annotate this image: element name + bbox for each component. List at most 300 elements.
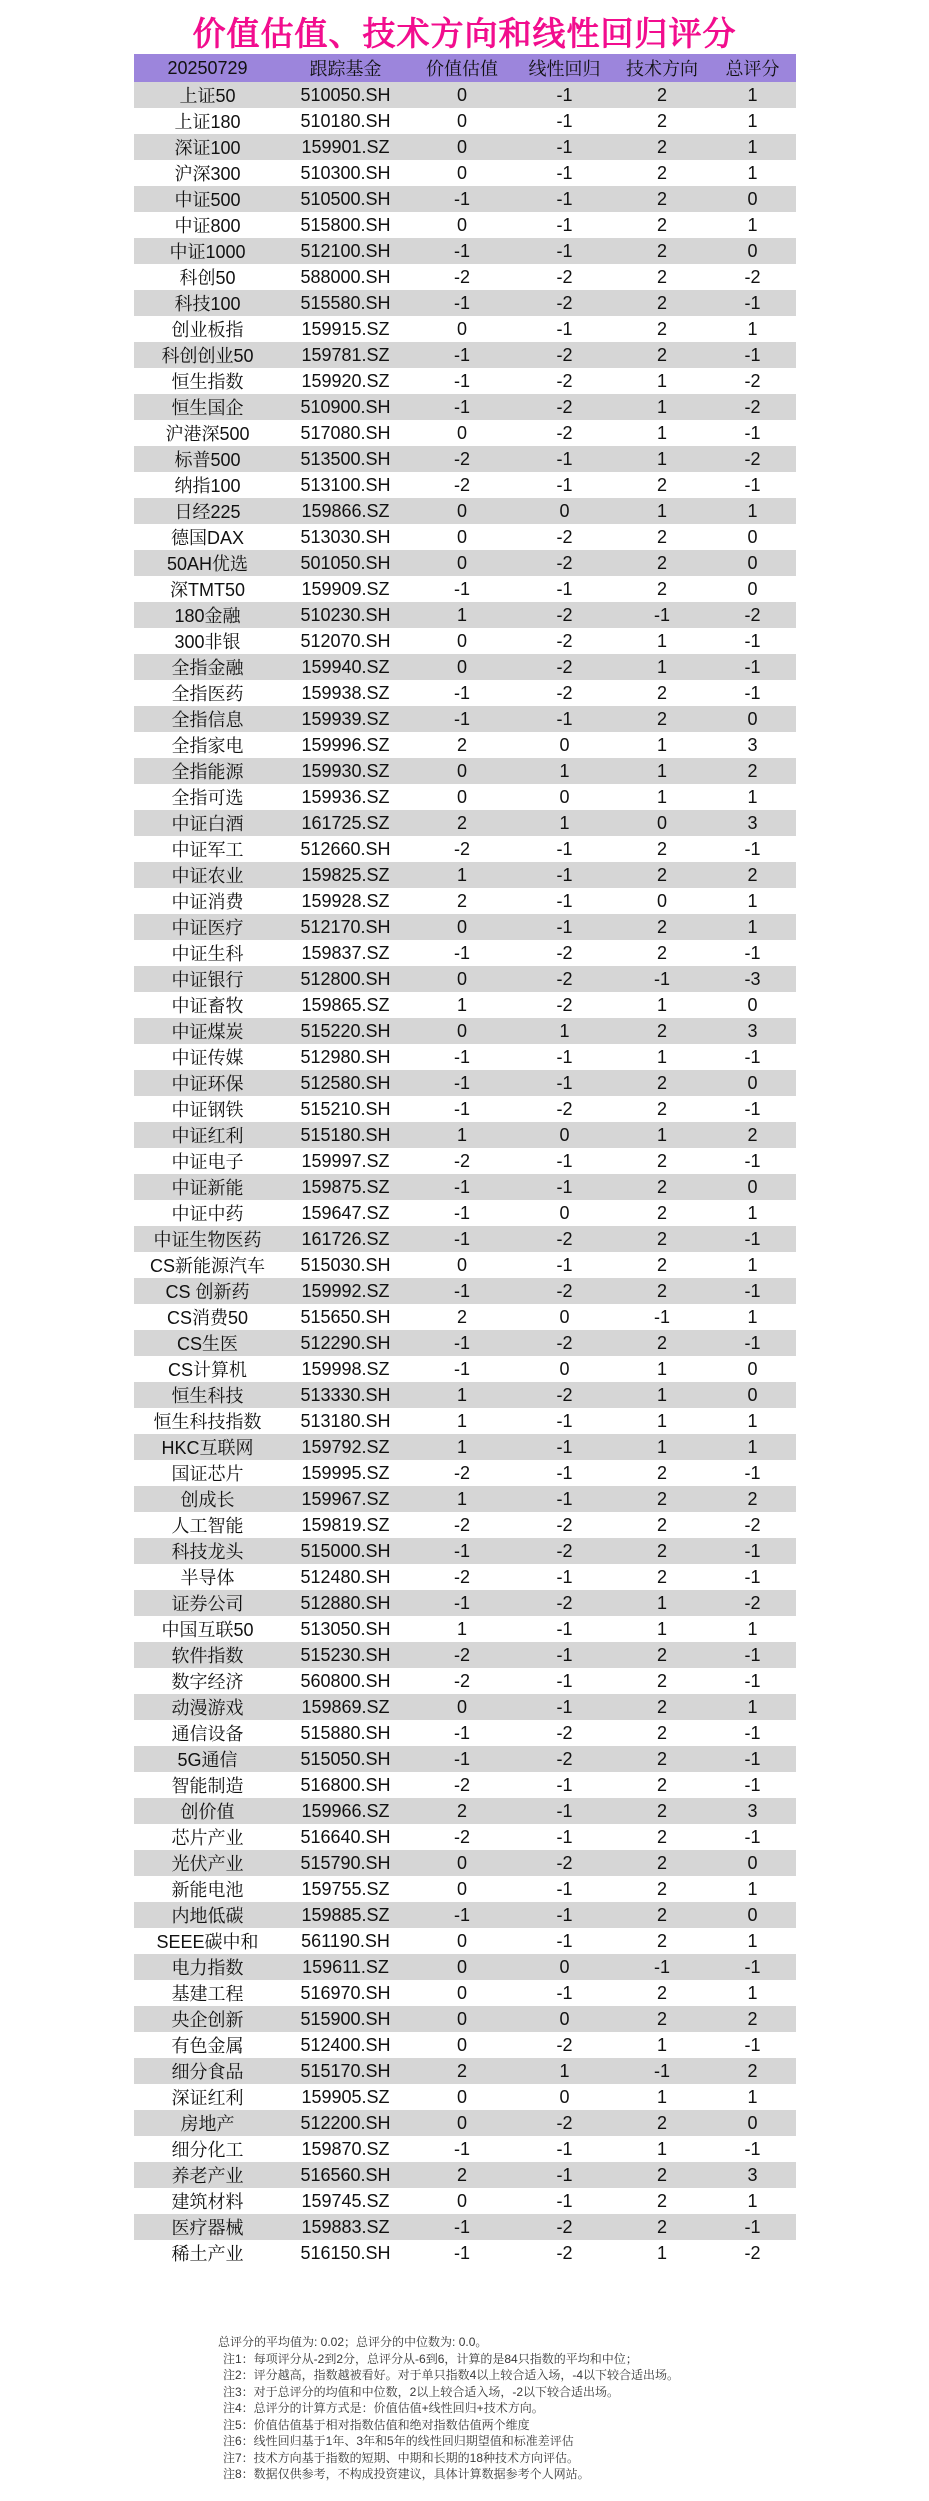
regression-score-cell: -1 <box>556 1410 573 1431</box>
table-row <box>134 1954 796 1980</box>
table-row <box>134 394 796 420</box>
table-header-value-score-cell: 价值估值 <box>426 59 498 79</box>
direction-score-cell: 2 <box>656 292 667 313</box>
index-name-cell: 中证环保 <box>171 1074 244 1094</box>
regression-score-cell: -1 <box>556 110 573 131</box>
table-row <box>134 680 796 706</box>
regression-score-cell: -2 <box>556 2242 573 2263</box>
direction-score-cell: 2 <box>656 84 667 105</box>
table-row <box>134 1200 796 1226</box>
value-score-cell: 1 <box>456 1618 467 1639</box>
direction-score-cell: 2 <box>656 2164 667 2185</box>
value-score-cell: 0 <box>456 1696 467 1717</box>
index-name-cell: CS消费50 <box>166 1308 249 1328</box>
value-score-cell: -1 <box>453 240 470 261</box>
table-row <box>134 290 796 316</box>
table-row <box>134 1434 796 1460</box>
fund-code-cell: 159967.SZ <box>301 1488 390 1509</box>
index-name-cell: CS 创新药 <box>165 1282 250 1302</box>
index-name-cell: 中证农业 <box>171 866 244 886</box>
index-name-cell: 纳指100 <box>174 476 241 496</box>
total-score-cell: -2 <box>744 1592 761 1613</box>
regression-score-cell: -1 <box>556 1930 573 1951</box>
index-name-cell: 中证1000 <box>169 242 246 262</box>
value-score-cell: -1 <box>453 2138 470 2159</box>
total-score-cell: 1 <box>747 890 758 911</box>
regression-score-cell: -1 <box>556 1176 573 1197</box>
direction-score-cell: 2 <box>656 136 667 157</box>
index-name-cell: 科技龙头 <box>171 1542 244 1562</box>
fund-code-cell: 561190.SH <box>301 1930 390 1951</box>
table-row <box>134 2240 796 2266</box>
fund-code-cell: 510900.SH <box>300 396 391 417</box>
regression-score-cell: -2 <box>556 2112 573 2133</box>
fund-code-cell: 512480.SH <box>300 1566 391 1587</box>
value-score-cell: -2 <box>453 1150 470 1171</box>
table-row <box>134 1122 796 1148</box>
regression-score-cell: -1 <box>556 1774 573 1795</box>
index-name-cell: 50AH优选 <box>166 554 249 574</box>
total-score-cell: 3 <box>747 2164 758 2185</box>
index-name-cell: 上证50 <box>179 86 236 106</box>
value-score-cell: 0 <box>456 1878 467 1899</box>
direction-score-cell: -1 <box>653 968 670 989</box>
table-row <box>134 368 796 394</box>
fund-code-cell: 515050.SH <box>300 1748 391 1769</box>
table-row <box>134 1408 796 1434</box>
direction-score-cell: 1 <box>656 500 667 521</box>
index-name-cell: 科创50 <box>179 268 236 288</box>
index-name-cell: 创价值 <box>180 1802 235 1822</box>
total-score-cell: 2 <box>747 2008 758 2029</box>
value-score-cell: 0 <box>456 136 467 157</box>
index-name-cell: 中证红利 <box>171 1126 244 1146</box>
total-score-cell: -1 <box>744 656 761 677</box>
index-name-cell: 光伏产业 <box>171 1854 244 1874</box>
regression-score-cell: -1 <box>556 890 573 911</box>
table-row <box>134 2188 796 2214</box>
total-score-cell: -1 <box>744 1956 761 1977</box>
direction-score-cell: 2 <box>656 1150 667 1171</box>
direction-score-cell: 2 <box>656 1826 667 1847</box>
table-row <box>134 1096 796 1122</box>
index-name-cell: 全指能源 <box>171 762 244 782</box>
index-name-cell: 沪深300 <box>174 164 241 184</box>
table-row <box>134 836 796 862</box>
fund-code-cell: 159885.SZ <box>301 1904 390 1925</box>
direction-score-cell: 2 <box>656 1670 667 1691</box>
regression-score-cell: -1 <box>556 1644 573 1665</box>
table-row <box>134 2214 796 2240</box>
fund-code-cell: 513030.SH <box>300 526 391 547</box>
fund-code-cell: 512880.SH <box>300 1592 391 1613</box>
fund-code-cell: 515210.SH <box>300 1098 391 1119</box>
regression-score-cell: 0 <box>559 1124 570 1145</box>
fund-code-cell: 159819.SZ <box>301 1514 390 1535</box>
table-row <box>134 264 796 290</box>
fund-code-cell: 510050.SH <box>300 84 391 105</box>
regression-score-cell: -2 <box>556 1722 573 1743</box>
direction-score-cell: 2 <box>656 318 667 339</box>
fund-code-cell: 510180.SH <box>300 110 391 131</box>
regression-score-cell: -1 <box>556 2190 573 2211</box>
total-score-cell: -1 <box>744 942 761 963</box>
total-score-cell: 0 <box>747 552 758 573</box>
regression-score-cell: -2 <box>556 1592 573 1613</box>
value-score-cell: 0 <box>456 84 467 105</box>
direction-score-cell: 2 <box>656 1228 667 1249</box>
total-score-cell: 2 <box>747 864 758 885</box>
fund-code-cell: 515650.SH <box>300 1306 391 1327</box>
table-row <box>134 1252 796 1278</box>
fund-code-cell: 513500.SH <box>300 448 391 469</box>
direction-score-cell: 1 <box>656 2086 667 2107</box>
fund-code-cell: 159647.SZ <box>301 1202 390 1223</box>
regression-score-cell: -1 <box>556 214 573 235</box>
direction-score-cell: 1 <box>656 994 667 1015</box>
regression-score-cell: 0 <box>559 2086 570 2107</box>
regression-score-cell: -1 <box>556 1566 573 1587</box>
regression-score-cell: -1 <box>556 1982 573 2003</box>
value-score-cell: -1 <box>453 396 470 417</box>
footnote-line: 注6：线性回归基于1年、3年和5年的线性回归期望值和标准差评估 <box>223 2434 574 2448</box>
footnote-line: 注5：价值估值基于相对指数估值和绝对指数估值两个维度 <box>223 2417 530 2432</box>
table-row <box>134 654 796 680</box>
regression-score-cell: -2 <box>556 1228 573 1249</box>
fund-code-cell: 159825.SZ <box>301 864 390 885</box>
direction-score-cell: 2 <box>656 240 667 261</box>
table-row <box>134 1226 796 1252</box>
fund-code-cell: 159883.SZ <box>301 2216 390 2237</box>
fund-code-cell: 512100.SH <box>300 240 391 261</box>
table-row <box>134 810 796 836</box>
table-row <box>134 1590 796 1616</box>
index-name-cell: 180金融 <box>174 606 241 626</box>
total-score-cell: 3 <box>747 1020 758 1041</box>
total-score-cell: -1 <box>744 1280 761 1301</box>
table-row <box>134 1850 796 1876</box>
value-score-cell: 2 <box>456 2164 467 2185</box>
total-score-cell: -1 <box>744 2216 761 2237</box>
total-score-cell: -1 <box>744 838 761 859</box>
regression-score-cell: -2 <box>556 2216 573 2237</box>
regression-score-cell: -1 <box>556 2164 573 2185</box>
value-score-cell: -1 <box>453 1332 470 1353</box>
table-header-fund-code-cell: 跟踪基金 <box>309 59 382 79</box>
fund-code-cell: 159930.SZ <box>301 760 390 781</box>
regression-score-cell: 0 <box>559 500 570 521</box>
index-name-cell: 深证100 <box>174 138 241 158</box>
value-score-cell: -1 <box>453 2242 470 2263</box>
total-score-cell: 1 <box>747 214 758 235</box>
index-name-cell: 恒生国企 <box>171 398 244 418</box>
direction-score-cell: 2 <box>656 1904 667 1925</box>
total-score-cell: -1 <box>744 1046 761 1067</box>
regression-score-cell: -2 <box>556 292 573 313</box>
index-name-cell: 中证电子 <box>171 1152 244 1172</box>
table-row <box>134 1928 796 1954</box>
regression-score-cell: -1 <box>556 1826 573 1847</box>
value-score-cell: 0 <box>456 916 467 937</box>
fund-code-cell: 516640.SH <box>300 1826 391 1847</box>
total-score-cell: -1 <box>744 1098 761 1119</box>
value-score-cell: 1 <box>456 1410 467 1431</box>
direction-score-cell: 2 <box>656 682 667 703</box>
index-name-cell: 房地产 <box>180 2114 235 2134</box>
index-name-cell: 中证消费 <box>171 892 244 912</box>
value-score-cell: -2 <box>453 448 470 469</box>
total-score-cell: 1 <box>747 110 758 131</box>
table-row <box>134 1772 796 1798</box>
direction-score-cell: 2 <box>656 2190 667 2211</box>
fund-code-cell: 159745.SZ <box>301 2190 390 2211</box>
index-name-cell: 智能制造 <box>171 1776 244 1796</box>
direction-score-cell: 1 <box>656 1410 667 1431</box>
footnote-line: 注7：技术方向基于指数的短期、中期和长期的18种技术方向评估。 <box>223 2450 580 2465</box>
direction-score-cell: 1 <box>656 1618 667 1639</box>
value-score-cell: 2 <box>456 890 467 911</box>
table-row <box>134 316 796 342</box>
page-title: 价值估值、技术方向和线性回归评分 <box>192 15 737 52</box>
fund-code-cell: 515580.SH <box>300 292 391 313</box>
regression-score-cell: -1 <box>556 1618 573 1639</box>
index-name-cell: 全指可选 <box>171 788 244 808</box>
total-score-cell: 2 <box>747 2060 758 2081</box>
value-score-cell: -1 <box>453 1540 470 1561</box>
footnote-line: 注8：数据仅供参考，不构成投资建议，具体计算数据参考个人网站。 <box>223 2467 590 2481</box>
value-score-cell: 1 <box>456 1124 467 1145</box>
total-score-cell: 1 <box>747 84 758 105</box>
total-score-cell: -1 <box>744 1150 761 1171</box>
table-row <box>134 862 796 888</box>
value-score-cell: -2 <box>453 1462 470 1483</box>
index-name-cell: 全指家电 <box>171 736 244 756</box>
total-score-cell: 0 <box>747 1904 758 1925</box>
direction-score-cell: 1 <box>656 1124 667 1145</box>
total-score-cell: -1 <box>744 2034 761 2055</box>
regression-score-cell: -1 <box>556 188 573 209</box>
index-name-cell: 软件指数 <box>171 1646 244 1666</box>
direction-score-cell: 2 <box>656 1202 667 1223</box>
table-row <box>134 706 796 732</box>
total-score-cell: 1 <box>747 1254 758 1275</box>
index-name-cell: 中证500 <box>174 190 241 210</box>
total-score-cell: 1 <box>747 1696 758 1717</box>
table-row <box>134 420 796 446</box>
fund-code-cell: 159915.SZ <box>301 318 390 339</box>
fund-code-cell: 512200.SH <box>300 2112 391 2133</box>
total-score-cell: -1 <box>744 1540 761 1561</box>
direction-score-cell: 1 <box>656 786 667 807</box>
regression-score-cell: -2 <box>556 968 573 989</box>
fund-code-cell: 159865.SZ <box>301 994 390 1015</box>
total-score-cell: 0 <box>747 1176 758 1197</box>
direction-score-cell: 2 <box>656 526 667 547</box>
regression-score-cell: 0 <box>559 734 570 755</box>
fund-code-cell: 515880.SH <box>300 1722 391 1743</box>
index-name-cell: 深TMT50 <box>169 580 245 600</box>
direction-score-cell: 1 <box>656 760 667 781</box>
fund-code-cell: 513330.SH <box>300 1384 391 1405</box>
table-row <box>134 1902 796 1928</box>
direction-score-cell: 1 <box>656 1592 667 1613</box>
index-name-cell: HKC互联网 <box>161 1438 254 1458</box>
fund-code-cell: 515170.SH <box>300 2060 391 2081</box>
index-name-cell: 日经225 <box>174 502 241 522</box>
fund-code-cell: 159966.SZ <box>301 1800 390 1821</box>
fund-code-cell: 513100.SH <box>300 474 391 495</box>
total-score-cell: -1 <box>744 292 761 313</box>
total-score-cell: -2 <box>744 448 761 469</box>
direction-score-cell: 2 <box>656 1332 667 1353</box>
regression-score-cell: -2 <box>556 1514 573 1535</box>
total-score-cell: 0 <box>747 578 758 599</box>
direction-score-cell: 2 <box>656 1800 667 1821</box>
value-score-cell: -2 <box>453 1670 470 1691</box>
total-score-cell: 2 <box>747 1124 758 1145</box>
regression-score-cell: -2 <box>556 370 573 391</box>
fund-code-cell: 159997.SZ <box>301 1150 390 1171</box>
table-row <box>134 1382 796 1408</box>
regression-score-cell: 0 <box>559 1956 570 1977</box>
table-row <box>134 1070 796 1096</box>
index-name-cell: 新能电池 <box>171 1880 244 1900</box>
regression-score-cell: -1 <box>556 578 573 599</box>
value-score-cell: 0 <box>456 760 467 781</box>
value-score-cell: -1 <box>453 344 470 365</box>
fund-code-cell: 516970.SH <box>300 1982 391 2003</box>
total-score-cell: 1 <box>747 500 758 521</box>
value-score-cell: -2 <box>453 1514 470 1535</box>
table-row <box>134 446 796 472</box>
fund-code-cell: 515030.SH <box>300 1254 391 1275</box>
regression-score-cell: -1 <box>556 1046 573 1067</box>
direction-score-cell: 2 <box>656 162 667 183</box>
regression-score-cell: -1 <box>556 838 573 859</box>
value-score-cell: -1 <box>453 1748 470 1769</box>
value-score-cell: 1 <box>456 604 467 625</box>
regression-score-cell: -1 <box>556 84 573 105</box>
total-score-cell: -1 <box>744 1670 761 1691</box>
index-name-cell: 人工智能 <box>171 1516 244 1536</box>
fund-code-cell: 159995.SZ <box>301 1462 390 1483</box>
direction-score-cell: 1 <box>656 2034 667 2055</box>
total-score-cell: -1 <box>744 630 761 651</box>
table-row <box>134 1304 796 1330</box>
table-row <box>134 940 796 966</box>
direction-score-cell: 1 <box>656 656 667 677</box>
regression-score-cell: 0 <box>559 1202 570 1223</box>
regression-score-cell: -2 <box>556 2034 573 2055</box>
fund-code-cell: 159905.SZ <box>301 2086 390 2107</box>
value-score-cell: -1 <box>453 2216 470 2237</box>
regression-score-cell: -2 <box>556 1332 573 1353</box>
regression-score-cell: -2 <box>556 1384 573 1405</box>
fund-code-cell: 560800.SH <box>300 1670 391 1691</box>
direction-score-cell: 2 <box>656 1254 667 1275</box>
total-score-cell: -3 <box>744 968 761 989</box>
fund-code-cell: 512400.SH <box>300 2034 391 2055</box>
value-score-cell: -1 <box>453 1046 470 1067</box>
fund-code-cell: 515000.SH <box>300 1540 391 1561</box>
total-score-cell: 1 <box>747 1878 758 1899</box>
value-score-cell: 0 <box>456 526 467 547</box>
direction-score-cell: 1 <box>656 1384 667 1405</box>
regression-score-cell: 0 <box>559 1306 570 1327</box>
value-score-cell: -2 <box>453 838 470 859</box>
fund-code-cell: 159940.SZ <box>301 656 390 677</box>
index-name-cell: 中证白酒 <box>171 814 244 834</box>
fund-code-cell: 159869.SZ <box>301 1696 390 1717</box>
regression-score-cell: 0 <box>559 1358 570 1379</box>
regression-score-cell: -1 <box>556 136 573 157</box>
regression-score-cell: -1 <box>556 1436 573 1457</box>
value-score-cell: -2 <box>453 266 470 287</box>
direction-score-cell: 1 <box>656 370 667 391</box>
direction-score-cell: 2 <box>656 708 667 729</box>
table-row <box>134 1668 796 1694</box>
value-score-cell: -1 <box>453 578 470 599</box>
regression-score-cell: -1 <box>556 318 573 339</box>
table-row <box>134 1980 796 2006</box>
value-score-cell: -1 <box>453 188 470 209</box>
direction-score-cell: 2 <box>656 1462 667 1483</box>
total-score-cell: 0 <box>747 994 758 1015</box>
table-row <box>134 914 796 940</box>
index-name-cell: 标普500 <box>174 450 241 470</box>
direction-score-cell: 2 <box>656 1098 667 1119</box>
regression-score-cell: -1 <box>556 162 573 183</box>
direction-score-cell: 2 <box>656 578 667 599</box>
direction-score-cell: -1 <box>653 604 670 625</box>
value-score-cell: 0 <box>456 1982 467 2003</box>
total-score-cell: -1 <box>744 1332 761 1353</box>
total-score-cell: 1 <box>747 916 758 937</box>
value-score-cell: -1 <box>453 370 470 391</box>
value-score-cell: -1 <box>453 1072 470 1093</box>
fund-code-cell: 159870.SZ <box>301 2138 390 2159</box>
total-score-cell: 3 <box>747 734 758 755</box>
index-name-cell: 中证医疗 <box>171 918 244 938</box>
value-score-cell: -1 <box>453 942 470 963</box>
value-score-cell: 1 <box>456 1488 467 1509</box>
total-score-cell: 1 <box>747 2086 758 2107</box>
regression-score-cell: -2 <box>556 604 573 625</box>
table-row <box>134 1330 796 1356</box>
value-score-cell: -2 <box>453 1774 470 1795</box>
value-score-cell: -1 <box>453 1176 470 1197</box>
total-score-cell: -1 <box>744 1566 761 1587</box>
regression-score-cell: -1 <box>556 916 573 937</box>
direction-score-cell: 2 <box>656 1020 667 1041</box>
regression-score-cell: -2 <box>556 526 573 547</box>
fund-code-cell: 516150.SH <box>300 2242 391 2263</box>
value-score-cell: 0 <box>456 1852 467 1873</box>
regression-score-cell: -1 <box>556 240 573 261</box>
fund-code-cell: 159998.SZ <box>301 1358 390 1379</box>
table-row <box>134 160 796 186</box>
total-score-cell: -1 <box>744 682 761 703</box>
index-name-cell: 中国互联50 <box>161 1620 254 1640</box>
value-score-cell: 1 <box>456 864 467 885</box>
direction-score-cell: 1 <box>656 1436 667 1457</box>
direction-score-cell: 2 <box>656 214 667 235</box>
direction-score-cell: 2 <box>656 1514 667 1535</box>
direction-score-cell: 2 <box>656 2008 667 2029</box>
regression-score-cell: 1 <box>559 2060 570 2081</box>
direction-score-cell: 2 <box>656 188 667 209</box>
index-name-cell: 建筑材料 <box>171 2192 244 2212</box>
